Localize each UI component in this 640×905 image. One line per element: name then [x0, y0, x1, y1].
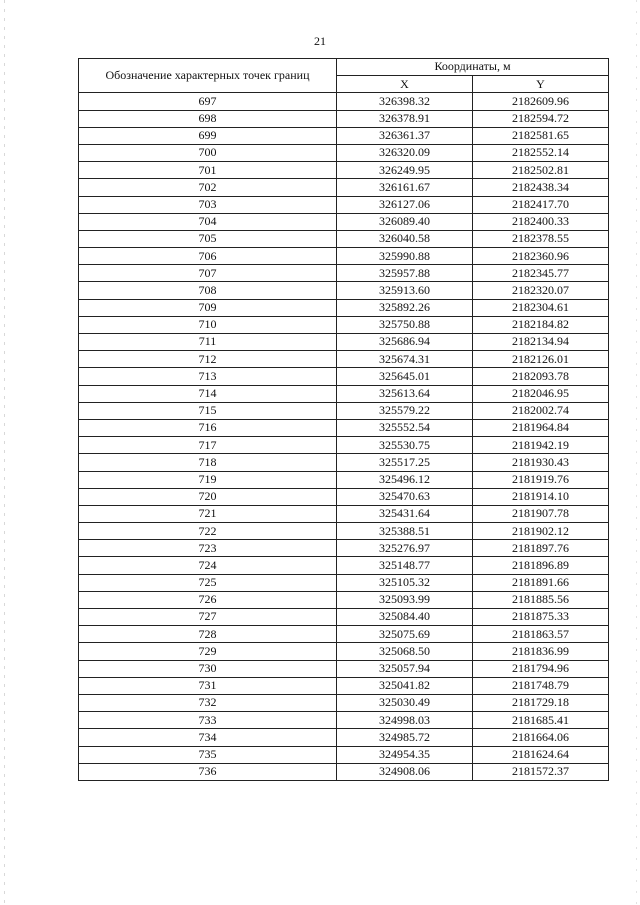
- point-number-cell: 726: [79, 591, 337, 608]
- table-row: [79, 437, 609, 454]
- y-coordinate-cell: 2181572.37: [473, 763, 609, 780]
- x-coordinate-cell: 325093.99: [337, 591, 473, 608]
- x-coordinate-cell: 326127.06: [337, 196, 473, 213]
- table-row: [79, 248, 609, 265]
- table-row: [79, 282, 609, 299]
- x-coordinate-cell: 325645.01: [337, 368, 473, 385]
- point-number-cell: 733: [79, 712, 337, 729]
- x-coordinate-cell: 326398.32: [337, 93, 473, 110]
- table-row: [79, 712, 609, 729]
- point-number-cell: 715: [79, 402, 337, 419]
- x-coordinate-cell: 324985.72: [337, 729, 473, 746]
- x-coordinate-cell: 324998.03: [337, 712, 473, 729]
- y-coordinate-cell: 2182581.65: [473, 127, 609, 144]
- x-coordinate-cell: 325750.88: [337, 316, 473, 333]
- y-coordinate-cell: 2182345.77: [473, 265, 609, 282]
- table-row: [79, 729, 609, 746]
- x-coordinate-cell: 325057.94: [337, 660, 473, 677]
- table-row: [79, 230, 609, 247]
- point-number-cell: 732: [79, 694, 337, 711]
- y-coordinate-cell: 2181907.78: [473, 505, 609, 522]
- x-coordinate-cell: 325552.54: [337, 419, 473, 436]
- point-number-cell: 730: [79, 660, 337, 677]
- table-row: [79, 419, 609, 436]
- y-coordinate-cell: 2181891.66: [473, 574, 609, 591]
- point-number-cell: 721: [79, 505, 337, 522]
- table-row: [79, 351, 609, 368]
- y-coordinate-cell: 2182046.95: [473, 385, 609, 402]
- y-coordinate-cell: 2182184.82: [473, 316, 609, 333]
- table-row: [79, 557, 609, 574]
- y-coordinate-cell: 2181685.41: [473, 712, 609, 729]
- point-number-cell: 722: [79, 523, 337, 540]
- y-coordinate-cell: 2181875.33: [473, 609, 609, 626]
- y-coordinate-cell: 2181897.76: [473, 540, 609, 557]
- x-coordinate-cell: 325148.77: [337, 557, 473, 574]
- point-number-cell: 702: [79, 179, 337, 196]
- point-number-cell: 734: [79, 729, 337, 746]
- point-number-cell: 716: [79, 419, 337, 436]
- y-coordinate-cell: 2181964.84: [473, 419, 609, 436]
- x-coordinate-cell: 325496.12: [337, 471, 473, 488]
- x-coordinate-cell: 325613.64: [337, 385, 473, 402]
- x-coordinate-cell: 325030.49: [337, 694, 473, 711]
- y-coordinate-cell: 2182609.96: [473, 93, 609, 110]
- x-coordinate-cell: 325431.64: [337, 505, 473, 522]
- scan-edge-left: [4, 0, 5, 905]
- y-coordinate-cell: 2181885.56: [473, 591, 609, 608]
- table-row: [79, 574, 609, 591]
- x-coordinate-cell: 326040.58: [337, 230, 473, 247]
- table-row: [79, 763, 609, 780]
- y-coordinate-cell: 2181624.64: [473, 746, 609, 763]
- table-row: [79, 488, 609, 505]
- header-x: X: [337, 76, 473, 93]
- y-coordinate-cell: 2181902.12: [473, 523, 609, 540]
- point-number-cell: 724: [79, 557, 337, 574]
- table-row: [79, 591, 609, 608]
- table-row: [79, 110, 609, 127]
- table-body: [79, 93, 609, 781]
- y-coordinate-cell: 2181919.76: [473, 471, 609, 488]
- point-number-cell: 712: [79, 351, 337, 368]
- y-coordinate-cell: 2182552.14: [473, 144, 609, 161]
- x-coordinate-cell: 325990.88: [337, 248, 473, 265]
- x-coordinate-cell: 325084.40: [337, 609, 473, 626]
- point-number-cell: 729: [79, 643, 337, 660]
- header-y: Y: [473, 76, 609, 93]
- point-number-cell: 700: [79, 144, 337, 161]
- coordinates-table: [78, 58, 609, 781]
- y-coordinate-cell: 2181914.10: [473, 488, 609, 505]
- y-coordinate-cell: 2181748.79: [473, 677, 609, 694]
- y-coordinate-cell: 2182438.34: [473, 179, 609, 196]
- point-number-cell: 714: [79, 385, 337, 402]
- point-number-cell: 736: [79, 763, 337, 780]
- table-row: [79, 144, 609, 161]
- point-number-cell: 704: [79, 213, 337, 230]
- x-coordinate-cell: 326089.40: [337, 213, 473, 230]
- point-number-cell: 705: [79, 230, 337, 247]
- table-row: [79, 196, 609, 213]
- x-coordinate-cell: 325674.31: [337, 351, 473, 368]
- point-number-cell: 699: [79, 127, 337, 144]
- x-coordinate-cell: 326249.95: [337, 162, 473, 179]
- x-coordinate-cell: 326361.37: [337, 127, 473, 144]
- page-number: 21: [314, 34, 326, 48]
- point-number-cell: 709: [79, 299, 337, 316]
- point-number-cell: 723: [79, 540, 337, 557]
- point-number-cell: 720: [79, 488, 337, 505]
- table-row: [79, 626, 609, 643]
- table-row: [79, 93, 609, 110]
- table-row: [79, 213, 609, 230]
- point-number-cell: 706: [79, 248, 337, 265]
- x-coordinate-cell: 325470.63: [337, 488, 473, 505]
- table-row: [79, 660, 609, 677]
- table-row: [79, 694, 609, 711]
- y-coordinate-cell: 2181942.19: [473, 437, 609, 454]
- table-row: [79, 179, 609, 196]
- x-coordinate-cell: 325892.26: [337, 299, 473, 316]
- x-coordinate-cell: 326320.09: [337, 144, 473, 161]
- table-row: [79, 505, 609, 522]
- x-coordinate-cell: 325913.60: [337, 282, 473, 299]
- y-coordinate-cell: 2181664.06: [473, 729, 609, 746]
- x-coordinate-cell: 325105.32: [337, 574, 473, 591]
- x-coordinate-cell: 325388.51: [337, 523, 473, 540]
- scan-edge-right: [636, 0, 637, 905]
- table-row: [79, 334, 609, 351]
- x-coordinate-cell: 324954.35: [337, 746, 473, 763]
- point-number-cell: 719: [79, 471, 337, 488]
- y-coordinate-cell: 2182417.70: [473, 196, 609, 213]
- table-row: [79, 677, 609, 694]
- y-coordinate-cell: 2182594.72: [473, 110, 609, 127]
- point-number-cell: 725: [79, 574, 337, 591]
- point-number-cell: 727: [79, 609, 337, 626]
- y-coordinate-cell: 2181896.89: [473, 557, 609, 574]
- table-row: [79, 454, 609, 471]
- point-number-cell: 708: [79, 282, 337, 299]
- table-row: [79, 299, 609, 316]
- x-coordinate-cell: 326161.67: [337, 179, 473, 196]
- y-coordinate-cell: 2182304.61: [473, 299, 609, 316]
- header-coordinates: Координаты, м: [337, 59, 609, 76]
- point-number-cell: 707: [79, 265, 337, 282]
- point-number-cell: 698: [79, 110, 337, 127]
- y-coordinate-cell: 2182360.96: [473, 248, 609, 265]
- point-number-cell: 731: [79, 677, 337, 694]
- y-coordinate-cell: 2181836.99: [473, 643, 609, 660]
- y-coordinate-cell: 2182378.55: [473, 230, 609, 247]
- table-row: [79, 265, 609, 282]
- point-number-cell: 713: [79, 368, 337, 385]
- x-coordinate-cell: 325530.75: [337, 437, 473, 454]
- point-number-cell: 710: [79, 316, 337, 333]
- y-coordinate-cell: 2182134.94: [473, 334, 609, 351]
- table-row: [79, 609, 609, 626]
- table-row: [79, 316, 609, 333]
- table-row: [79, 471, 609, 488]
- x-coordinate-cell: 325579.22: [337, 402, 473, 419]
- point-number-cell: 697: [79, 93, 337, 110]
- x-coordinate-cell: 324908.06: [337, 763, 473, 780]
- point-number-cell: 703: [79, 196, 337, 213]
- x-coordinate-cell: 325686.94: [337, 334, 473, 351]
- x-coordinate-cell: 325041.82: [337, 677, 473, 694]
- table-row: [79, 523, 609, 540]
- y-coordinate-cell: 2181930.43: [473, 454, 609, 471]
- y-coordinate-cell: 2182126.01: [473, 351, 609, 368]
- point-number-cell: 735: [79, 746, 337, 763]
- table-row: [79, 368, 609, 385]
- table-row: [79, 402, 609, 419]
- x-coordinate-cell: 325517.25: [337, 454, 473, 471]
- y-coordinate-cell: 2182002.74: [473, 402, 609, 419]
- y-coordinate-cell: 2182093.78: [473, 368, 609, 385]
- y-coordinate-cell: 2181794.96: [473, 660, 609, 677]
- point-number-cell: 701: [79, 162, 337, 179]
- point-number-cell: 728: [79, 626, 337, 643]
- table-row: [79, 746, 609, 763]
- x-coordinate-cell: 325957.88: [337, 265, 473, 282]
- table-row: [79, 162, 609, 179]
- point-number-cell: 718: [79, 454, 337, 471]
- x-coordinate-cell: 325068.50: [337, 643, 473, 660]
- point-number-cell: 717: [79, 437, 337, 454]
- header-boundary-points: Обозначение характерных точек границ: [79, 59, 337, 93]
- y-coordinate-cell: 2182400.33: [473, 213, 609, 230]
- x-coordinate-cell: 325276.97: [337, 540, 473, 557]
- y-coordinate-cell: 2181729.18: [473, 694, 609, 711]
- table-row: [79, 385, 609, 402]
- y-coordinate-cell: 2181863.57: [473, 626, 609, 643]
- y-coordinate-cell: 2182320.07: [473, 282, 609, 299]
- table-row: [79, 127, 609, 144]
- y-coordinate-cell: 2182502.81: [473, 162, 609, 179]
- point-number-cell: 711: [79, 334, 337, 351]
- x-coordinate-cell: 326378.91: [337, 110, 473, 127]
- table-row: [79, 643, 609, 660]
- table-row: [79, 540, 609, 557]
- x-coordinate-cell: 325075.69: [337, 626, 473, 643]
